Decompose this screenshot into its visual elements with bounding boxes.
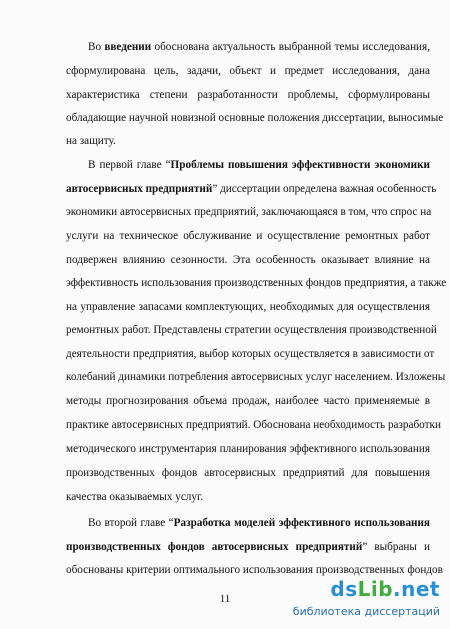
text-run: услуги на техническое обслуживание и осуществление ремонтных работ xyxy=(66,230,430,242)
text-run: методы прогнозирования объема продаж, наиболее часто применяемые в xyxy=(66,395,430,407)
text-line xyxy=(66,205,430,219)
text-line xyxy=(88,158,430,172)
text-run: качества оказываемых услуг. xyxy=(66,491,204,503)
text-line xyxy=(66,182,437,196)
text-line xyxy=(66,253,430,267)
text-run: ремонтных работ. Представлены стратегии осуществления производственной xyxy=(66,324,437,336)
text-run: обладающие научной новизной основные положения диссертации, выносимые xyxy=(66,112,444,124)
text-run: Во xyxy=(88,41,105,53)
text-run: сформулирована цель, задачи, объект и предмет исследования, дана xyxy=(66,65,430,77)
text-line xyxy=(66,64,430,78)
text-line xyxy=(66,300,430,314)
text-run: Во второй главе “ xyxy=(88,517,174,529)
text-run: практике автосервисных предприятий. Обоснована необходимость разработки xyxy=(66,419,441,431)
text-line xyxy=(66,418,441,432)
bold-text: введении xyxy=(104,41,152,53)
text-run: колебаний динамики потребления автосервисных услуг населением. Изложены xyxy=(66,371,446,383)
text-run: подвержен влиянию сезонности. Эта особенность оказывает влияние на xyxy=(66,254,430,266)
text-line xyxy=(66,540,430,554)
text-line xyxy=(66,442,430,456)
text-line xyxy=(66,111,444,125)
text-run: производственных фондов автосервисных предприятий для повышения xyxy=(66,467,430,479)
text-run: на управление запасами комплектующих, необходимых для осуществления xyxy=(66,301,430,313)
bold-text: производственных фондов автосервисных предприятий xyxy=(66,541,363,553)
page-number: 11 xyxy=(219,593,231,605)
text-run: методического инструментария планирования эффективного использования xyxy=(66,443,430,455)
text-run: В первой главе “ xyxy=(88,159,171,171)
watermark-subtitle: библиотека диссертаций xyxy=(292,605,440,618)
text-run: экономики автосервисных предприятий, заключающаяся в том, что спрос на xyxy=(66,206,432,218)
text-line xyxy=(88,516,430,530)
text-run: характеристика степени разработанности проблемы, сформулированы xyxy=(66,89,430,101)
text-line xyxy=(66,134,430,148)
text-run: обоснованы критерии оптимального использования производственных фондов xyxy=(66,564,443,576)
bold-text: автосервисных предприятий xyxy=(66,183,213,195)
text-run: на защиту. xyxy=(66,135,116,147)
text-line xyxy=(66,370,446,384)
text-run: ” выбраны и xyxy=(362,541,430,553)
text-run: ” диссертации определена важная особенность xyxy=(212,183,437,195)
text-line xyxy=(66,229,430,243)
text-line xyxy=(88,40,430,54)
text-run: деятельности предприятия, выбор которых осуществляется в зависимости от xyxy=(66,348,435,360)
bold-text: Разработка моделей эффективного использования xyxy=(173,517,430,529)
text-run: эффективность использования производственных фондов предприятия, а также xyxy=(66,277,447,289)
text-line xyxy=(66,394,430,408)
text-line xyxy=(66,563,443,577)
text-run: обоснована актуальность выбранной темы исследования, xyxy=(151,41,430,53)
text-line xyxy=(66,490,430,504)
text-line xyxy=(66,276,447,290)
watermark-logo-text: dsLib.net xyxy=(330,577,440,601)
bold-text: Проблемы повышения эффективности экономики xyxy=(170,159,430,171)
text-line xyxy=(66,88,430,102)
text-line xyxy=(66,347,435,361)
text-line xyxy=(66,323,437,337)
text-line xyxy=(66,466,430,480)
watermark-logo xyxy=(292,577,442,625)
